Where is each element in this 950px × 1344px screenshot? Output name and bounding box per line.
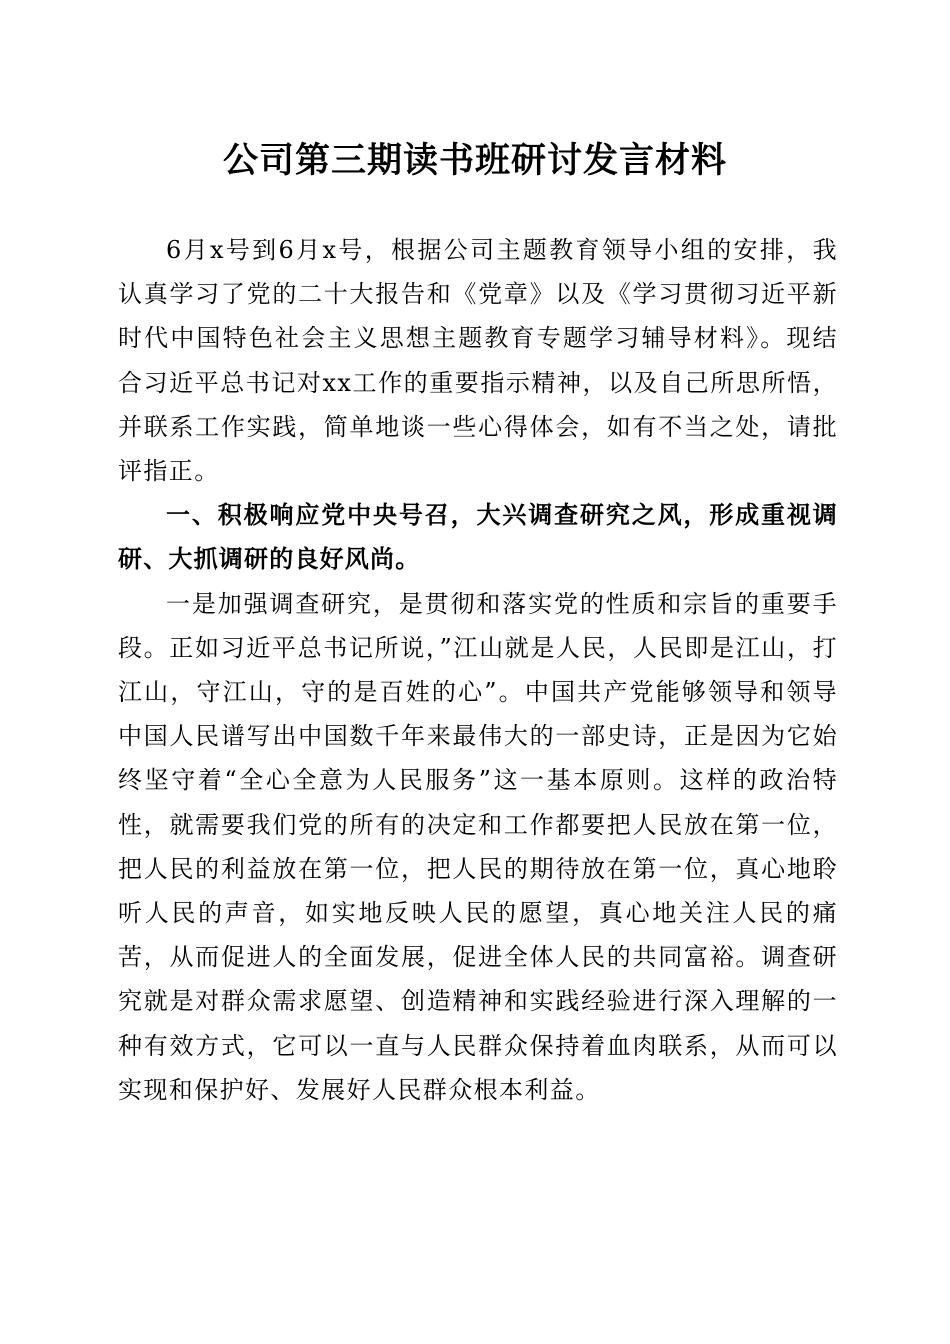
document-body [118,228,838,1112]
document-title: 公司第三期读书班研讨发言材料 [222,140,727,181]
section-paragraph: 一是加强调查研究，是贯彻和落实党的性质和宗旨的重要手段。正如习近平总书记所说，”江山就是人民，人民即是江山，打江山，守江山，守的是百姓的心”。中国共产党能够领导和领导中国人民谱写出中国数千年来最伟大的一部史诗，正是因为它始终坚守着“全心全意为人民服务”这一基本原则。这样的政治特性，就需要我们党的所有的决定和工作都要把人民放在第一位，把人民的利益放在第一位，把人民的期待放在第一位，真心地聆听人民的声音，如实地反映人民的愿望，真心地关注人民的痛苦，从而促进人的全面发展，促进全体人民的共同富裕。调查研究就是对群众需求愿望、创造精神和实践经验进行深入理解的一种有效方式，它可以一直与人民群众保持着血肉联系，从而可以实现和保护好、发展好人民群众根本利益。 [118,589,838,1104]
section-heading: 一、积极响应党中央号召，大兴调查研究之风，形成重视调研、大抓调研的良好风尚。 [118,501,838,574]
intro-paragraph: 6月x号到6月x号，根据公司主题教育领导小组的安排，我认真学习了党的二十大报告和《党章》以及《学习贯彻习近平新时代中国特色社会主义思想主题教育专题学习辅导材料》。现结合习近平总书记对xx工作的重要指示精神，以及自己所思所悟，并联系工作实践，简单地谈一些心得体会，如有不当之处，请批评指正。 [118,236,838,486]
